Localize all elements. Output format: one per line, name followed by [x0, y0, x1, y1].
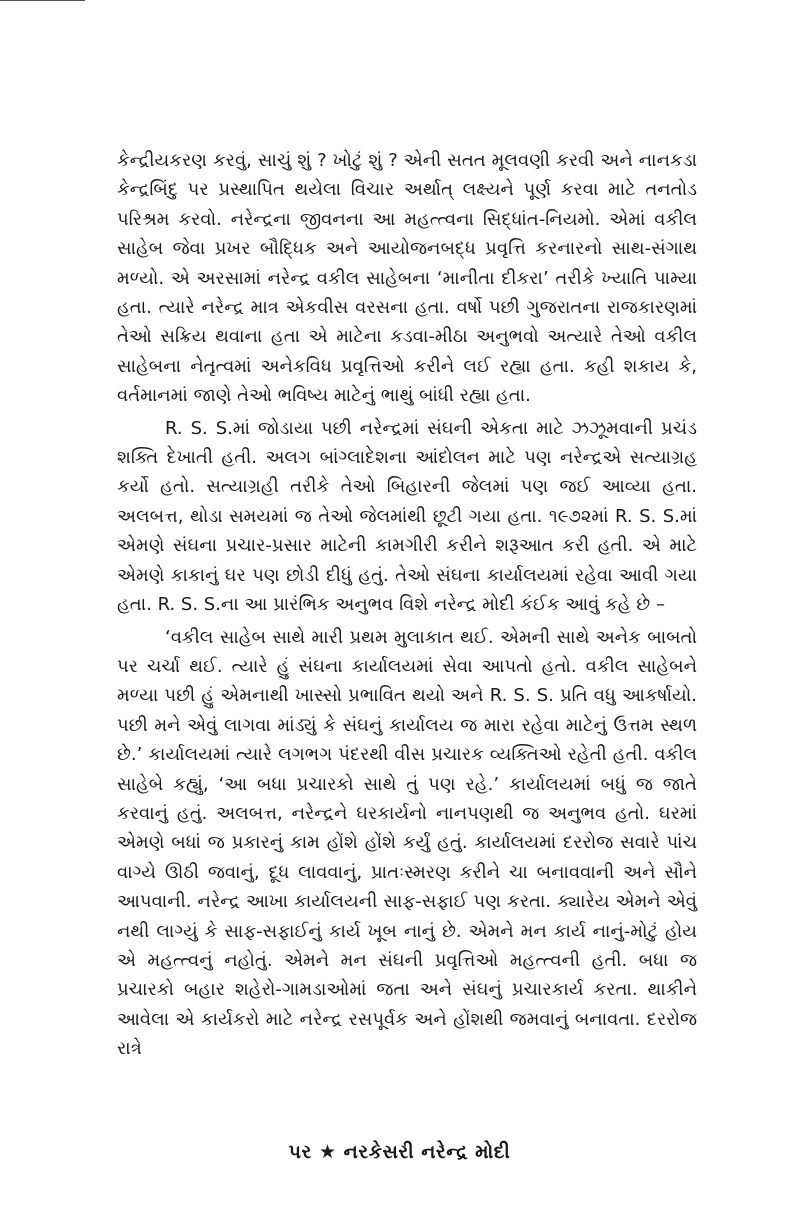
corner-rule: [0, 0, 85, 1]
page-footer: પર ★ નરકેસરી નરેન્દ્ર મોદી: [288, 1141, 511, 1163]
paragraph-1: કેન્દ્રીયકરણ કરવું, સાચું શું ? ખોટું શું ? એની સતત મૂલવણી કરવી અને નાનકડા કેન્દ્રબિંદુ પર પ્રસ્થાપિત થયેલા વિચાર અર્થાત્ લક્ષ્યને પૂર્ણ કરવા માટે તનતોડ પરિશ્રમ કરવો. નરેન્દ્રના જીવનના આ મહત્ત્વના સિદ્ધાંત-નિયમો. એમાં વકીલ સાહેબ જેવા પ્રખર બૌદ્ધિક અને આયોજનબદ્ધ પ્રવૃત્તિ કરનારનો સાથ-સંગાથ મળ્યો. એ અરસામાં નરેન્દ્ર વકીલ સાહેબના ‘માનીતા દીકરા’ તરીકે ખ્યાતિ પામ્યા હતા. ત્યારે નરેન્દ્ર માત્ર એકવીસ વરસના હતા. વર્ષો પછી ગુજરાતના રાજકારણમાં તેઓ સક્રિય થવાના હતા એ માટેના કડવા-મીઠા અનુભવો અત્યારે તેઓ વકીલ સાહેબના નેતૃત્વમાં અનેકવિધ પ્રવૃત્તિઓ કરીને લઈ રહ્યા હતા. કહી શકાય કે, વર્તમાનમાં જાણે તેઓ ભવિષ્ય માટેનું ભાથું બાંધી રહ્યા હતા.: [117, 150, 697, 407]
paragraph-3: ‘વકીલ સાહેબ સાથે મારી પ્રથમ મુલાકાત થઈ. એમની સાથે અનેક બાબતો પર ચર્ચા થઈ. ત્યારે હું સંઘના કાર્યાલયમાં સેવા આપતો હતો. વકીલ સાહેબને મળ્યા પછી હું એમનાથી ખાસ્સો પ્રભાવિત થયો અને R. S. S. પ્રતિ વધુ આકર્ષાયો. પછી મને એવું લાગવા માંડ્યું કે સંઘનું કાર્યાલય જ મારા રહેવા માટેનું ઉત્તમ સ્થળ છે.’ કાર્યાલયમાં ત્યારે લગભગ પંદરથી વીસ પ્રચારક વ્યક્તિઓ રહેતી હતી. વકીલ સાહેબે કહ્યું, ‘આ બધા પ્રચારકો સાથે તું પણ રહે.’ કાર્યાલયમાં બધું જ જાતે કરવાનું હતું. અલબત્ત, નરેન્દ્રને ઘરકાર્યનો નાનપણથી જ અનુભવ હતો. ઘરમાં એમણે બધાં જ પ્રકારનું કામ હોંશે હોંશે કર્યું હતું. કાર્યાલયમાં દરરોજ સવારે પાંચ વાગ્યે ઊઠી જવાનું, દૂધ લાવવાનું, પ્રાતઃસ્મરણ કરીને ચા બનાવવાની અને સૌને આપવાની. નરેન્દ્ર આખા કાર્યાલયની સાફ-સફાઈ પણ કરતા. ક્યારેય એમને એવું નથી લાગ્યું કે સાફ-સફાઈનું કાર્ય ખૂબ નાનું છે. એમને મન કાર્ય નાનું-મોટું હોય એ મહત્ત્વનું નહોતું. એમને મન સંઘની પ્રવૃત્તિઓ મહત્ત્વની હતી. બધા જ પ્રચારકો બહાર શહેરો-ગામડાઓમાં જતા અને સંઘનું પ્રચારકાર્ય કરતા. થાકીને આવેલા એ કાર્યકરો માટે નરેન્દ્ર રસપૂર્વક અને હોંશથી જમવાનું બનાવતા. દરરોજ રાત્રે: [117, 626, 697, 1060]
paragraph-2: R. S. S.માં જોડાયા પછી નરેન્દ્રમાં સંઘની એકતા માટે ઝઝૂમવાની પ્રચંડ શક્તિ દેખાતી હતી. અલગ બાંગ્લાદેશના આંદોલન માટે પણ નરેન્દ્રએ સત્યાગ્રહ કર્યો હતો. સત્યાગ્રહી તરીકે તેઓ બિહારની જેલમાં પણ જઈ આવ્યા હતા. અલબત્ત, થોડા સમયમાં જ તેઓ જેલમાંથી છૂટી ગયા હતા. ૧૯૭૨માં R. S. S.માં એમણે સંઘના પ્રચાર-પ્રસાર માટેની કામગીરી કરીને શરૂઆત કરી હતી. એ માટે એમણે કાકાનું ઘર પણ છોડી દીધું હતું. તેઓ સંઘના કાર્યાલયમાં રહેવા આવી ગયા હતા. R. S. S.ના આ પ્રારંભિક અનુભવ વિશે નરેન્દ્ર મોદી કંઈક આવું કહે છે –: [117, 417, 697, 616]
page-body: [117, 146, 697, 1067]
